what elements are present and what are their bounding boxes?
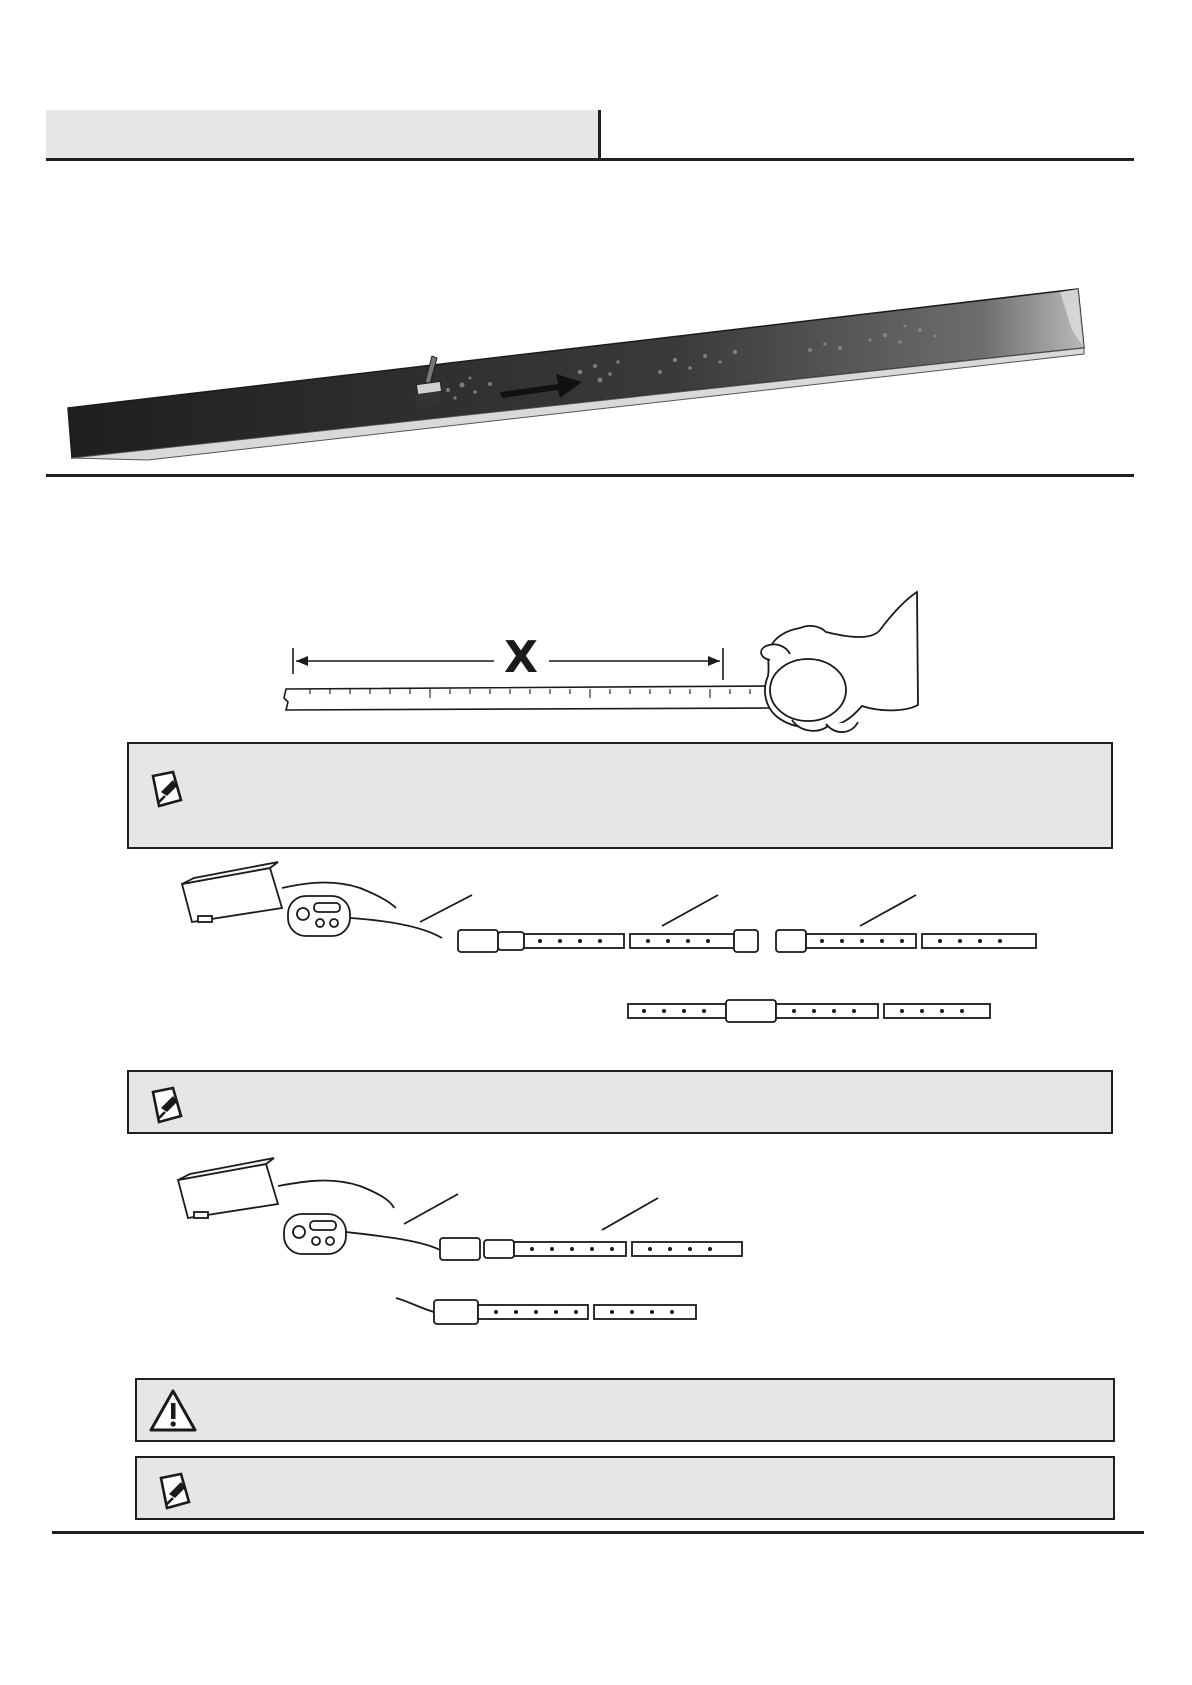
note-pin-icon xyxy=(155,1468,197,1512)
footer-rule xyxy=(52,1531,1144,1534)
note-box-3 xyxy=(135,1456,1115,1520)
warning-triangle-icon xyxy=(149,1388,197,1434)
dimension-x-label: X xyxy=(504,632,538,683)
warning-box xyxy=(135,1378,1115,1442)
power-adapter xyxy=(178,1164,278,1218)
